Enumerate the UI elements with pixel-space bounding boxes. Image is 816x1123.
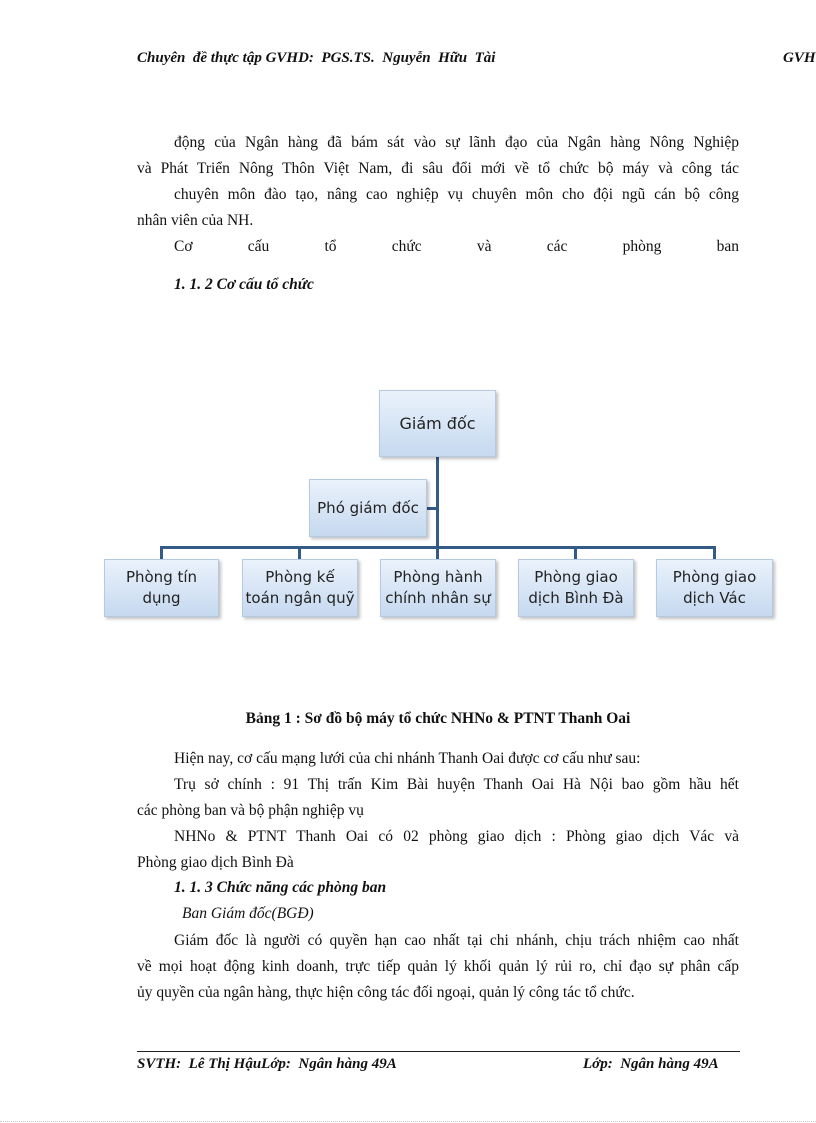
figure-caption: Bảng 1 : Sơ đồ bộ máy tổ chức NHNo & PTNT Thanh Oai <box>245 710 631 727</box>
intro-line-1: động của Ngân hàng đã bám sát vào sự lãnh đạo của Ngân hàng Nông Nghiệp <box>174 134 739 151</box>
dept-label: Phòng tín <box>125 568 198 586</box>
deputy-director-box <box>309 479 427 537</box>
connector-vertical-main <box>436 455 439 548</box>
page-footer-left: SVTH: Lê Thị HậuLớp: Ngân hàng 49A <box>137 1056 397 1072</box>
page-header-left: Chuyên đề thực tập GVHD: PGS.TS. Nguyễn Hữu Tài <box>137 50 496 66</box>
body-paragraph-1: Hiện nay, cơ cấu mạng lưới của chi nhánh Thanh Oai được cơ cấu như sau: <box>174 750 641 767</box>
intro-line-2: và Phát Triển Nông Thôn Việt Nam, đi sâu đổi mới về tổ chức bộ máy và công tác <box>137 160 739 177</box>
director-box <box>379 390 496 457</box>
dept-box-binhda <box>518 559 634 617</box>
dept-box-vac <box>656 559 773 617</box>
dept-label: dịch Vác <box>683 589 746 607</box>
page-header-right: GVH <box>783 50 816 66</box>
section-heading-chucnang: 1. 1. 3 Chức năng các phòng ban <box>174 879 387 896</box>
connector-drop-3 <box>436 546 439 560</box>
final-line-1: Giám đốc là người có quyền hạn cao nhất tại chi nhánh, chịu trách nhiệm cao nhất <box>174 932 739 949</box>
body-paragraph-3-line-2: Phòng giao dịch Bình Đà <box>137 854 294 871</box>
connector-deputy <box>426 507 438 510</box>
footer-divider <box>137 1051 740 1052</box>
dept-label: dịch Bình Đà <box>528 589 624 607</box>
subheading-bgd: Ban Giám đốc(BGĐ) <box>182 905 314 922</box>
connector-drop-2 <box>298 546 301 560</box>
section-heading-cocau: 1. 1. 2 Cơ cấu tổ chức <box>174 276 314 293</box>
dept-box-credit <box>104 559 219 617</box>
word: Cơ <box>174 238 193 255</box>
dept-box-accounting <box>242 559 358 617</box>
final-line-3: ủy quyền của ngân hàng, thực hiện công tác đối ngoại, quản lý công tác tổ chức. <box>137 984 635 1001</box>
dept-box-hr <box>380 559 496 617</box>
dept-label: chính nhân sự <box>385 589 491 607</box>
dept-label: Phòng giao <box>534 568 618 586</box>
body-paragraph-2-line-2: các phòng ban và bộ phận nghiệp vụ <box>137 802 364 819</box>
word: chức <box>391 238 422 255</box>
dept-label: dụng <box>142 589 181 607</box>
intro-line-5 <box>174 234 739 260</box>
dept-label: toán ngân quỹ <box>245 589 355 607</box>
word: cấu <box>247 238 270 255</box>
director-label: Giám đốc <box>399 414 476 433</box>
word: tổ <box>324 238 337 255</box>
page-footer-right: Lớp: Ngân hàng 49A <box>583 1056 719 1072</box>
connector-drop-1 <box>160 546 163 560</box>
intro-line-4: nhân viên của NH. <box>137 212 254 229</box>
dept-label: Phòng hành <box>393 568 483 586</box>
deputy-label: Phó giám đốc <box>317 498 419 517</box>
word: phòng <box>622 238 662 255</box>
connector-drop-4 <box>574 546 577 560</box>
word: và <box>476 238 492 255</box>
word: các <box>546 238 568 255</box>
final-line-2: về mọi hoạt động kinh doanh, trực tiếp quản lý khối quản lý rủi ro, chỉ đạo sự phân cấp <box>137 958 739 975</box>
dept-label: Phòng giao <box>672 568 757 586</box>
dept-label: Phòng kế <box>265 568 335 586</box>
body-paragraph-2-line-1: Trụ sở chính : 91 Thị trấn Kim Bài huyện Thanh Oai Hà Nội bao gồm hầu hết <box>174 776 739 793</box>
intro-line-3: chuyên môn đào tạo, nâng cao nghiệp vụ chuyên môn cho đội ngũ cán bộ công <box>174 186 739 203</box>
word: ban <box>716 238 739 255</box>
body-paragraph-3-line-1: NHNo & PTNT Thanh Oai có 02 phòng giao dịch : Phòng giao dịch Vác và <box>174 828 739 845</box>
page-bottom-border <box>0 1121 816 1122</box>
connector-drop-5 <box>713 546 716 560</box>
